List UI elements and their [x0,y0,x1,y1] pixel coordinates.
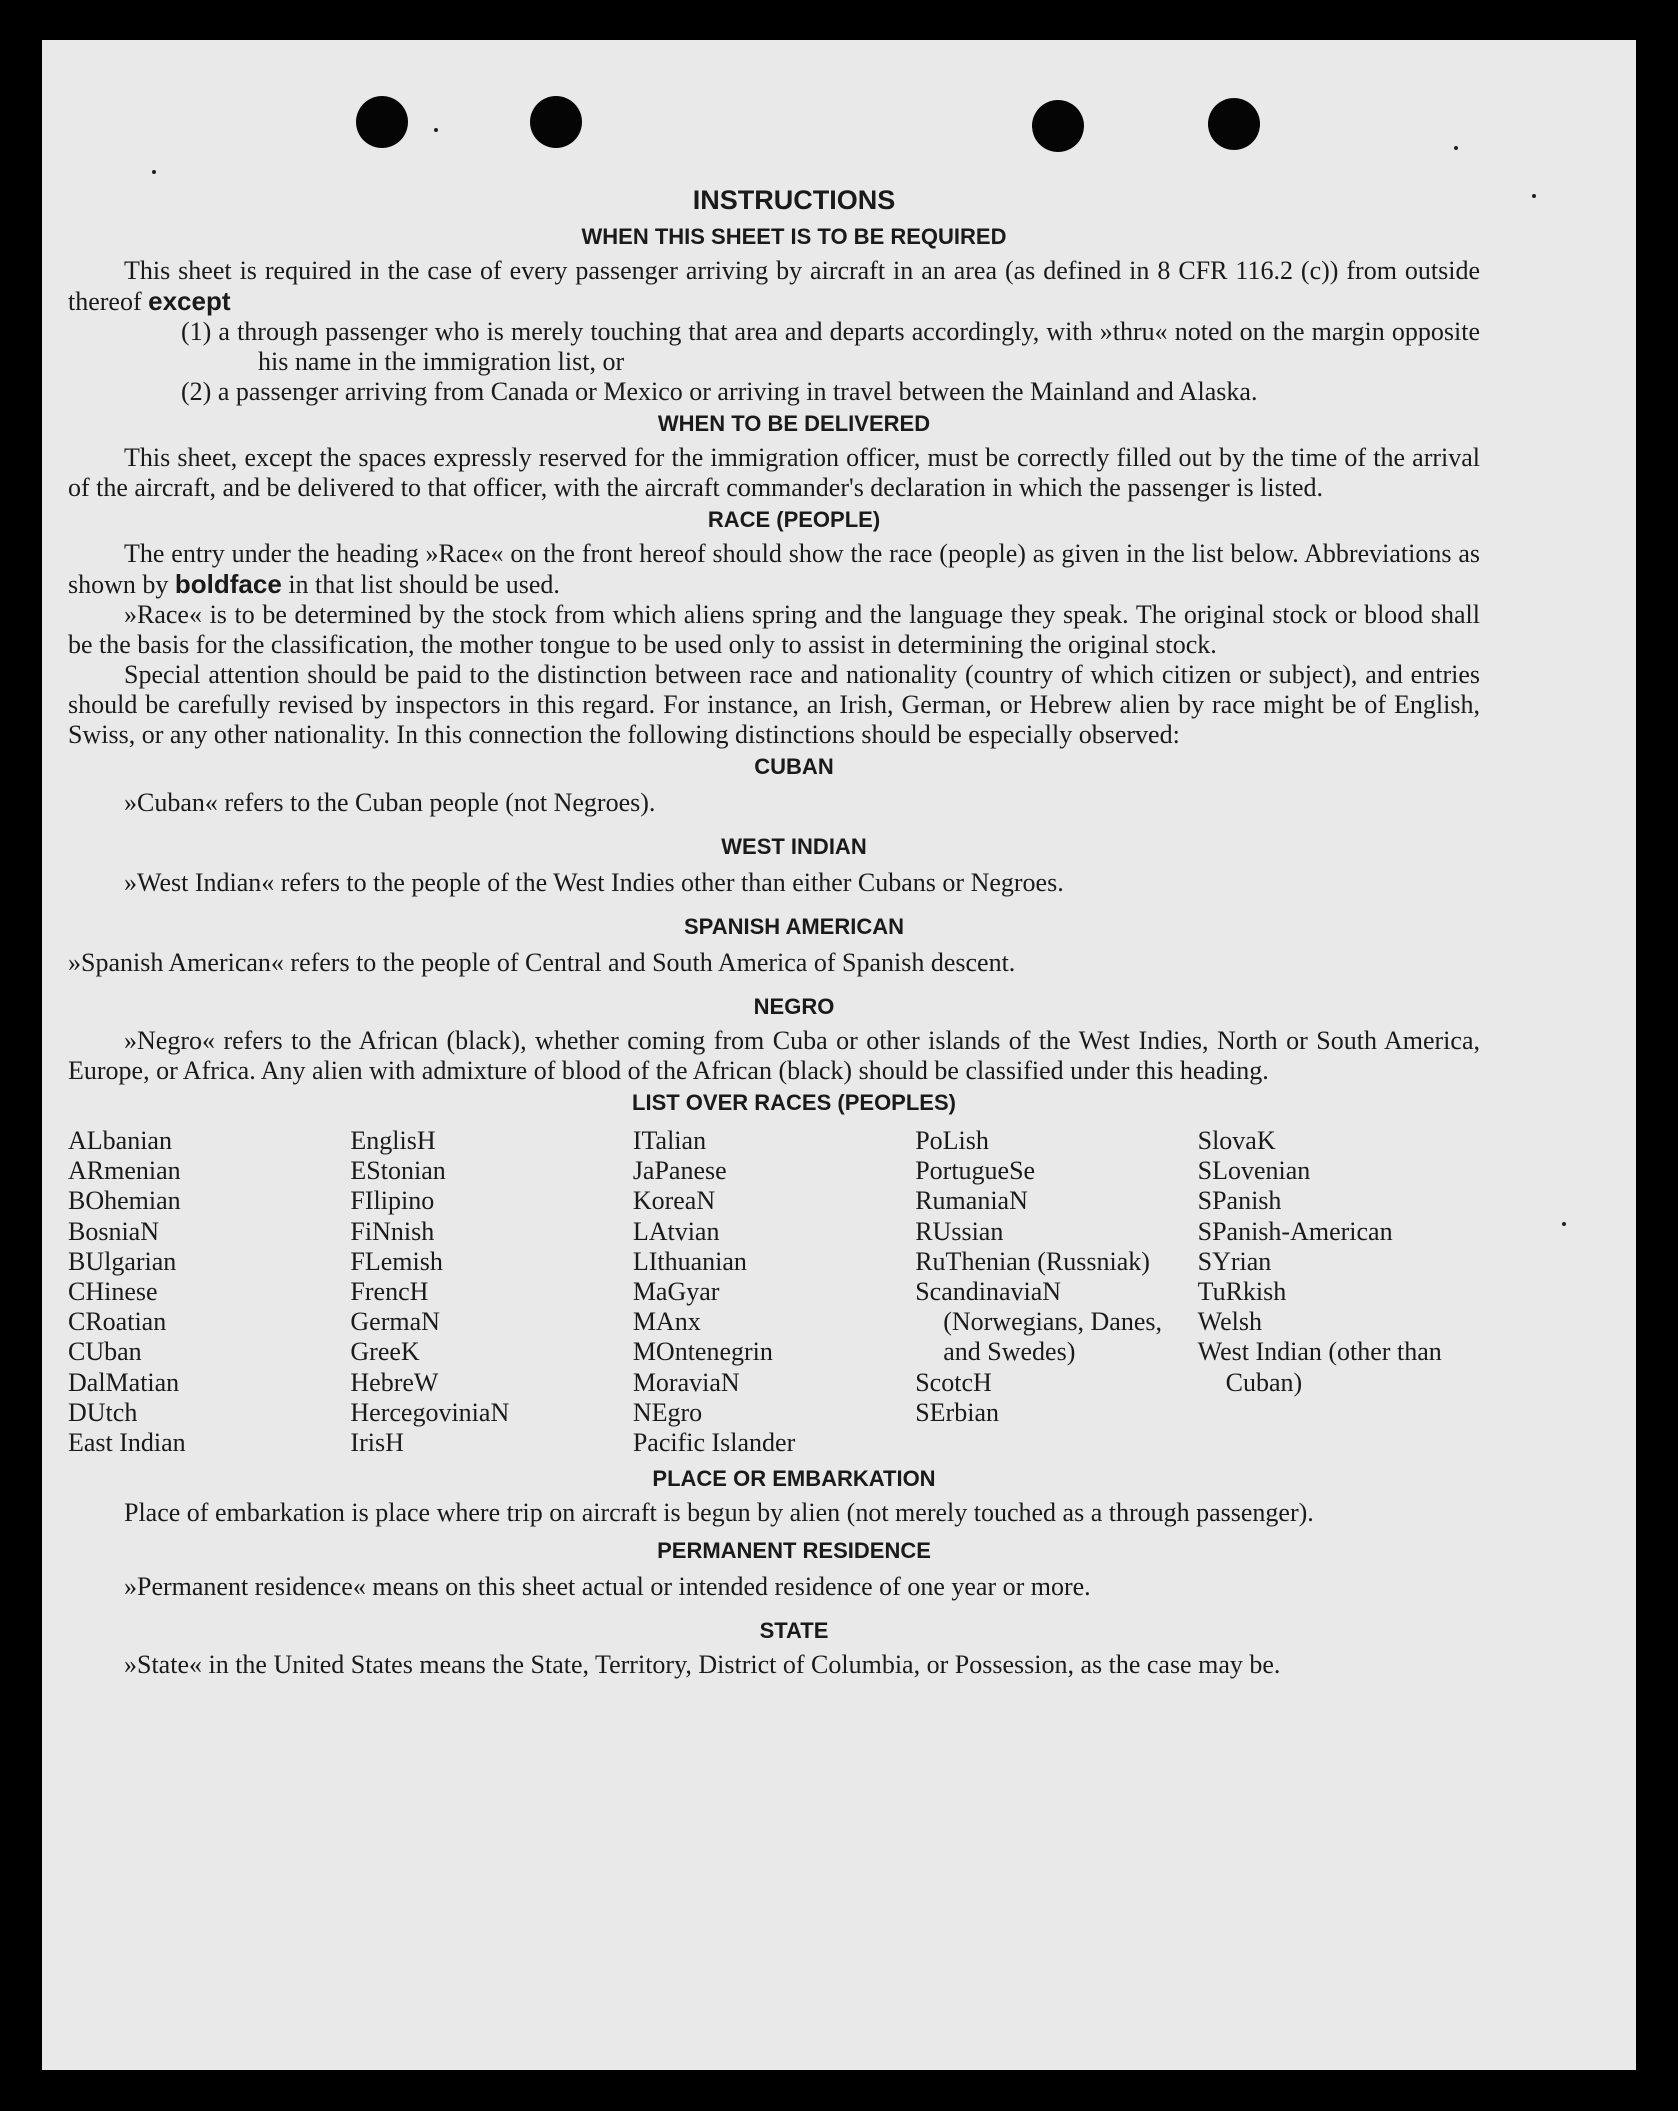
race-column [350,1126,632,1458]
race-item: ARmenian [68,1156,181,1186]
race-item: HebreW [350,1367,439,1397]
race-column [915,1126,1197,1458]
race-item: MAnx [632,1307,701,1337]
heading-when-required: WHEN THIS SHEET IS TO BE REQUIRED [581,224,1007,249]
heading-embarkation: PLACE OR EMBARKATION [652,1466,936,1492]
race-item: KoreaN [632,1186,716,1216]
race-item: SPanish-American [1197,1216,1393,1246]
race-item: DalMatian [68,1367,180,1397]
race-item: HercegoviniaN [350,1397,510,1427]
race-item: ScandinaviaN (Norwegians, Danes, and Swedes) [915,1277,1162,1367]
race-item: BUlgarian [68,1246,177,1276]
negro-text: »Negro« refers to the African (black), whether coming from Cuba or other islands of the West Indies, North or South America, Europe, or Africa. Any alien with admixture of blood of the African (black) should be classified under this heading. [68,1026,1480,1085]
race-item: GermaN [350,1307,440,1337]
race-column [1198,1126,1480,1458]
speck [1454,146,1458,150]
heading-race: RACE (PEOPLE) [707,507,881,532]
required-item-2: (2) a passenger arriving from Canada or Mexico or arriving in travel between the Mainland and Alaska. [181,377,1258,406]
race-item: RuThenian (Russniak) [915,1246,1150,1276]
race-item: PortugueSe [915,1156,1036,1186]
race-item: EnglisH [350,1126,436,1155]
race-list [68,1126,1480,1458]
heading-race-list: LIST OVER RACES (PEOPLES) [632,1090,956,1115]
race-item: West Indian (other than Cuban) [1197,1337,1442,1397]
spanish-american-text: »Spanish American« refers to the people of Central and South America of Spanish descent. [68,948,1016,977]
instructions-content [68,180,1480,1680]
embarkation-text: Place of embarkation is place where trip on aircraft is begun by alien (not merely touched as a through passenger). [124,1498,1314,1528]
race-column [68,1126,350,1458]
race-item: CUban [68,1337,142,1367]
race-item: SYrian [1197,1246,1272,1276]
document-page [42,40,1636,2070]
race-paragraph-2: »Race« is to be determined by the stock from which aliens spring and the language they speak. The original stock or blood shall be the basis for the classification, the mother tongue to be used only to assist in determining the original stock. [68,600,1480,659]
race-item: MoraviaN [632,1367,740,1397]
race-item: SlovaK [1197,1126,1276,1155]
race-column [633,1126,915,1458]
state-text: »State« in the United States means the State, Territory, District of Columbia, or Possession, as the case may be. [124,1650,1281,1680]
heading-west-indian: WEST INDIAN [721,834,867,859]
residence-text: »Permanent residence« means on this sheet actual or intended residence of one year or more. [124,1572,1091,1602]
punch-hole [1208,98,1260,150]
race-item: East Indian [68,1428,186,1458]
heading-state: STATE [759,1618,829,1644]
race-paragraph-3: Special attention should be paid to the distinction between race and nationality (country of which citizen or subject), and entries should be carefully revised by inspectors in this regard. For instance, an Irish, German, or Hebrew alien by race might be of English, Swiss, or any other nationality. In this connection the following distinctions should be especially observed: [68,660,1480,749]
race-item: ITalian [632,1126,707,1155]
race-paragraph-1: The entry under the heading »Race« on the front hereof should show the race (people) as given in the list below. Abbreviations as shown by boldface in that list should be used. [68,539,1480,599]
punch-hole [356,96,408,148]
cuban-text: »Cuban« refers to the Cuban people (not Negroes). [124,788,656,817]
race-item: GreeK [350,1337,420,1367]
race-item: IrisH [350,1428,404,1458]
page-title: INSTRUCTIONS [692,185,896,215]
required-intro: This sheet is required in the case of every passenger arriving by aircraft in an area (as defined in 8 CFR 116.2 (c)) from outside thereof except [68,256,1480,316]
race-item: BOhemian [68,1186,181,1216]
race-item: BosniaN [68,1216,159,1246]
race-item: Welsh [1197,1307,1262,1337]
race-item: TuRkish [1197,1277,1287,1307]
race-item: FiNnish [350,1216,435,1246]
heading-when-delivered: WHEN TO BE DELIVERED [657,411,931,436]
race-item: LAtvian [632,1216,720,1246]
race-item: SPanish [1197,1186,1282,1216]
speck [1532,194,1536,198]
punch-hole [530,96,582,148]
race-item: CHinese [68,1277,158,1307]
race-item: FLemish [350,1246,443,1276]
race-item: SErbian [915,1397,999,1427]
delivered-text: This sheet, except the spaces expressly reserved for the immigration officer, must be correctly filled out by the time of the arrival of the aircraft, and be delivered to that officer, with the aircraft commander's declaration in which the passenger is listed. [68,443,1480,502]
race-item: RumaniaN [915,1186,1028,1216]
race-item: ScotcH [915,1367,992,1397]
required-item-1: (1) a through passenger who is merely touching that area and departs accordingly, with »thru« noted on the margin opposite his name in the immigration list, or [181,317,1480,376]
race-item: EStonian [350,1156,446,1186]
race-item: PoLish [915,1126,989,1155]
race-item: FIlipino [350,1186,435,1216]
race-item: SLovenian [1197,1156,1311,1186]
heading-permanent-residence: PERMANENT RESIDENCE [657,1538,931,1564]
race-item: NEgro [632,1397,703,1427]
speck [1562,1222,1566,1226]
race-item: MOntenegrin [632,1337,773,1367]
race-item: ALbanian [68,1126,172,1155]
heading-cuban: CUBAN [754,754,834,779]
race-item: LIthuanian [632,1246,747,1276]
race-item: Pacific Islander [632,1428,796,1458]
speck [434,128,438,132]
race-item: MaGyar [632,1277,720,1307]
west-indian-text: »West Indian« refers to the people of the West Indies other than either Cubans or Negroes. [124,868,1064,897]
race-item: CRoatian [68,1307,167,1337]
speck [152,170,156,174]
race-item: DUtch [68,1397,138,1427]
punch-hole [1032,100,1084,152]
heading-negro: NEGRO [753,994,835,1019]
heading-spanish-american: SPANISH AMERICAN [683,914,904,939]
race-item: FrencH [350,1277,429,1307]
race-item: RUssian [915,1216,1004,1246]
race-item: JaPanese [632,1156,727,1186]
